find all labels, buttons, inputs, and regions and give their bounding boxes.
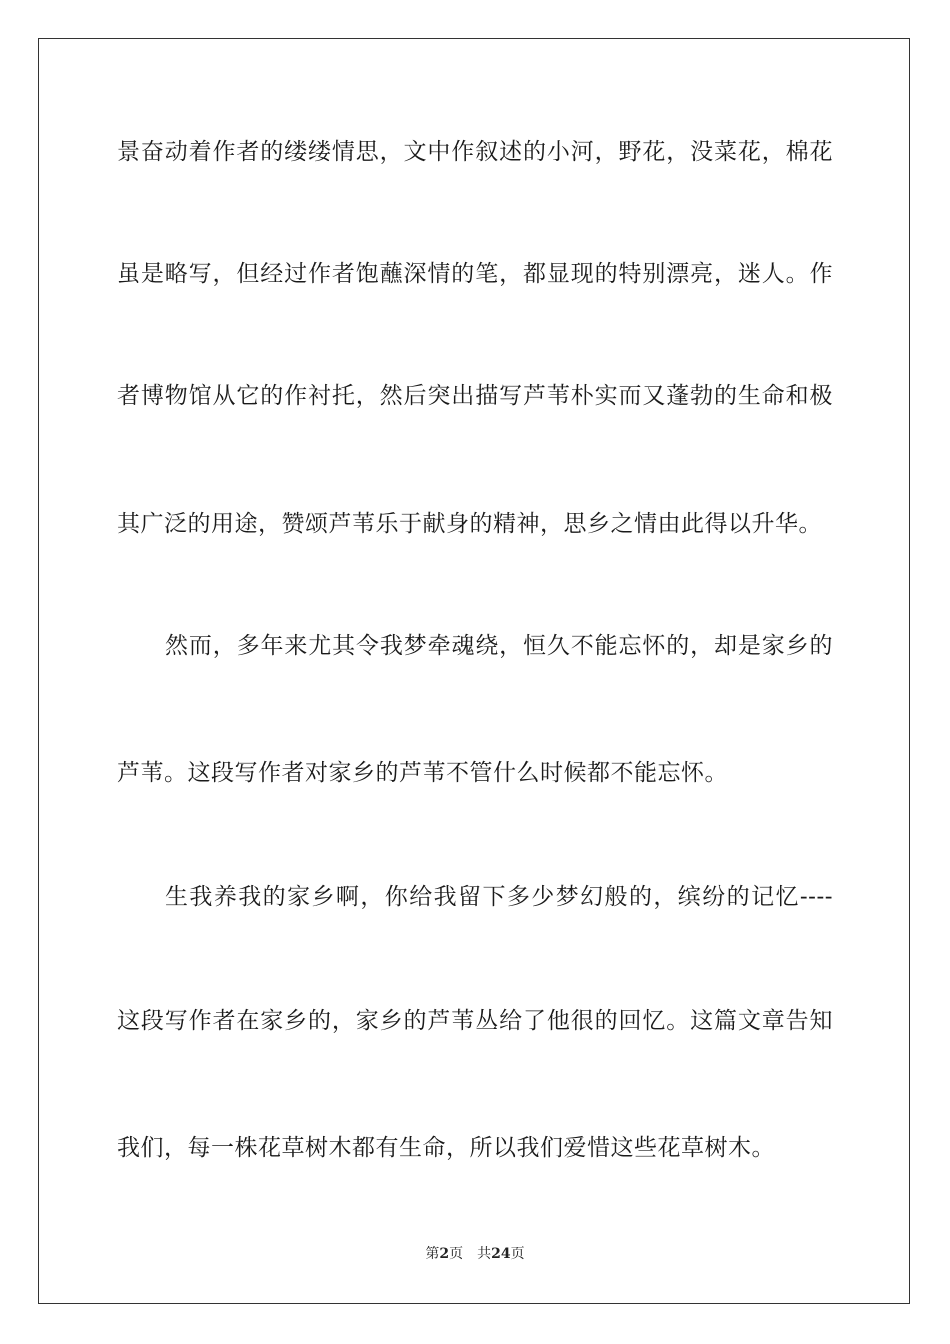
paragraph-line-7: 生我养我的家乡啊，你给我留下多少梦幻般的，缤纷的记忆---- bbox=[165, 884, 833, 910]
paragraph-line-3: 者博物馆从它的作衬托，然后突出描写芦苇朴实而又蓬勃的生命和极 bbox=[117, 383, 833, 409]
paragraph-line-1: 景奋动着作者的缕缕情思，文中作叙述的小河，野花，没菜花，棉花 bbox=[117, 139, 833, 165]
footer-page-suffix: 页 bbox=[449, 1246, 464, 1262]
footer-total-suffix: 页 bbox=[510, 1246, 525, 1262]
footer-total-pages: 24 bbox=[491, 1246, 511, 1262]
paragraph-line-6: 芦苇。这段写作者对家乡的芦苇不管什么时候都不能忘怀。 bbox=[117, 760, 728, 786]
footer-total-prefix: 共 bbox=[477, 1246, 492, 1262]
page-footer bbox=[0, 1245, 950, 1263]
paragraph-line-9: 我们，每一株花草树木都有生命，所以我们爱惜这些花草树木。 bbox=[117, 1135, 775, 1161]
paragraph-line-4: 其广泛的用途，赞颂芦苇乐于献身的精神，思乡之情由此得以升华。 bbox=[117, 511, 822, 537]
paragraph-line-5: 然而，多年来尤其令我梦牵魂绕，恒久不能忘怀的，却是家乡的 bbox=[165, 633, 833, 659]
footer-page-number: 2 bbox=[439, 1246, 450, 1262]
page-border bbox=[38, 38, 910, 1304]
paragraph-line-8: 这段写作者在家乡的，家乡的芦苇丛给了他很的回忆。这篇文章告知 bbox=[117, 1008, 833, 1034]
paragraph-line-2: 虽是略写，但经过作者饱蘸深情的笔，都显现的特别漂亮，迷人。作 bbox=[117, 261, 833, 287]
footer-page-prefix: 第 bbox=[425, 1246, 440, 1262]
